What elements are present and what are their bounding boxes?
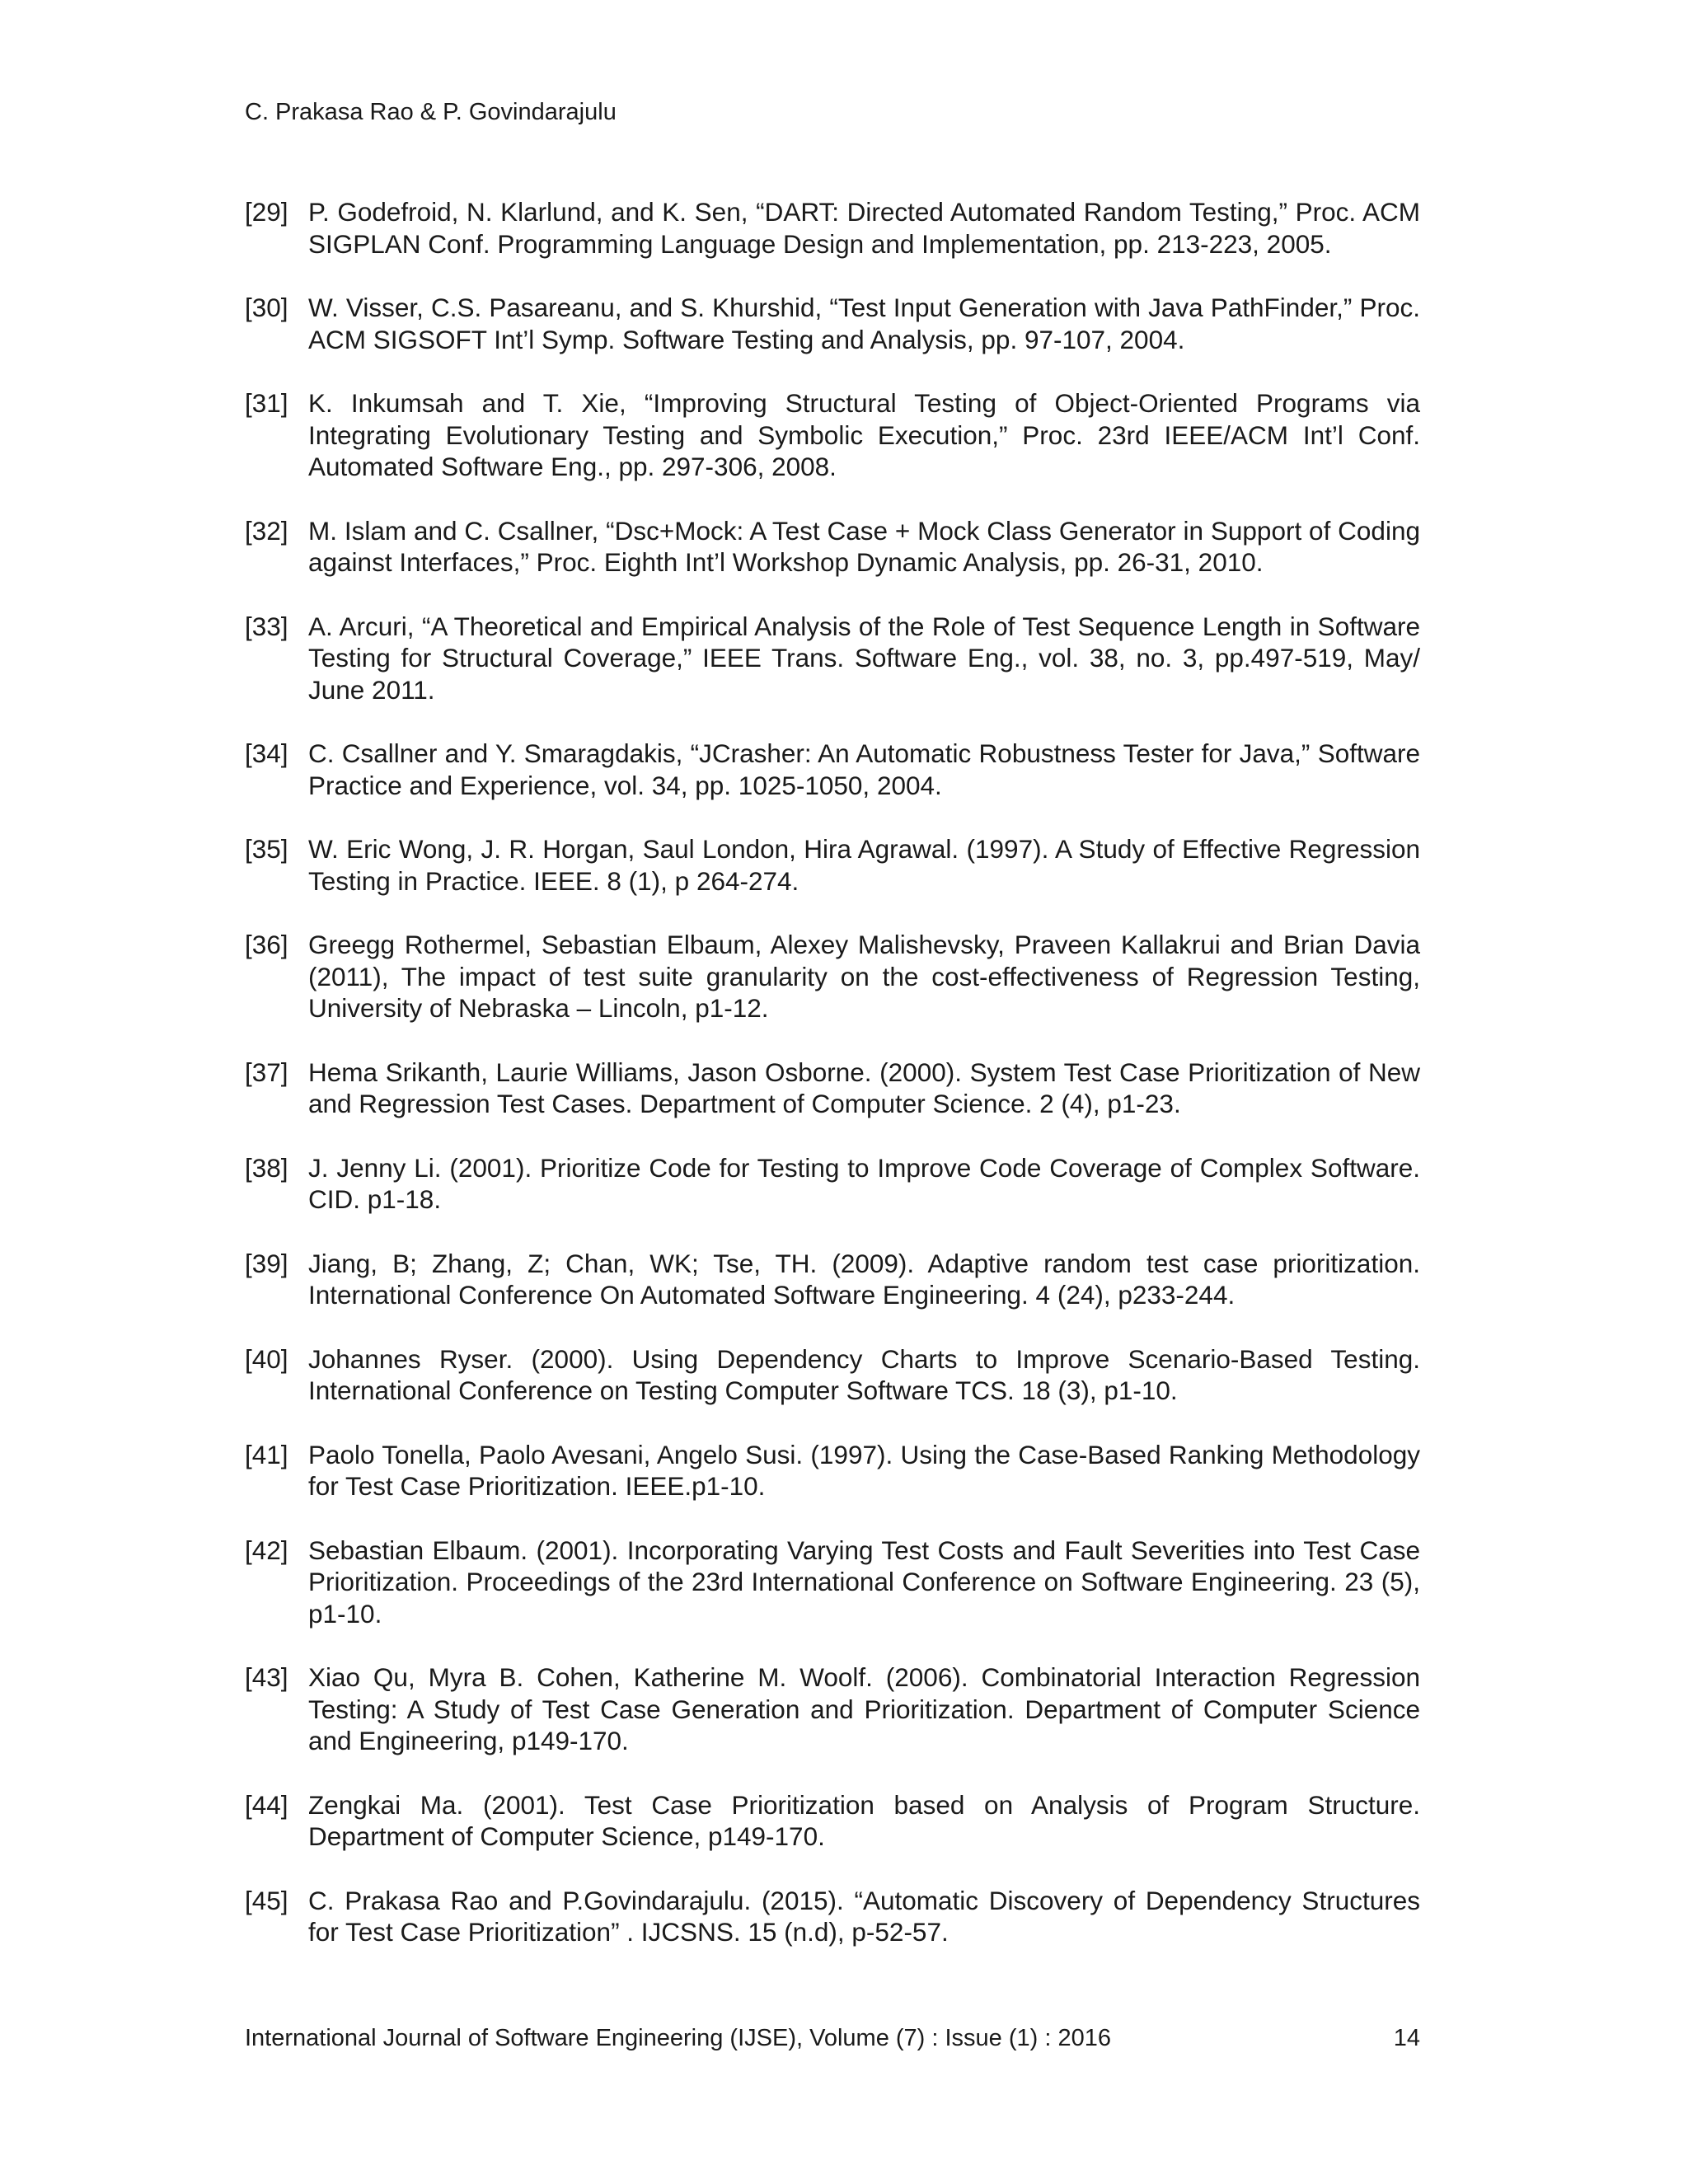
reference-number: [38] [245, 1152, 288, 1183]
reference-text: Jiang, B; Zhang, Z; Chan, WK; Tse, TH. (2009). Adaptive random test case prioritization. International Conference On Automated Software Engineering. 4 (24), p233-244. [308, 1248, 1420, 1310]
reference-number: [33] [245, 611, 288, 641]
reference-text: Xiao Qu, Myra B. Cohen, Katherine M. Woolf. (2006). Combinatorial Interaction Regression Testing: A Study of Test Case Generation and Prioritization. Department of Computer Science and Engineering, p149-170. [308, 1662, 1420, 1755]
reference-number: [41] [245, 1439, 288, 1469]
running-head-authors: C. Prakasa Rao & P. Govindarajulu [245, 99, 617, 125]
reference-number: [35] [245, 834, 288, 864]
reference-text: C. Prakasa Rao and P.Govindarajulu. (2015). “Automatic Discovery of Dependency Structures for Test Case Prioritization” . IJCSNS. 15 (n.d), p-52-57. [308, 1885, 1420, 1947]
reference-number: [31] [245, 388, 288, 418]
reference-text: Zengkai Ma. (2001). Test Case Prioritization based on Analysis of Program Structure. Department of Computer Science, p149-170. [308, 1789, 1420, 1851]
reference-item [245, 387, 1420, 483]
reference-item [245, 1343, 1420, 1407]
reference-text: J. Jenny Li. (2001). Prioritize Code for Testing to Improve Code Coverage of Complex Software. CID. p1-18. [308, 1152, 1420, 1214]
reference-text: Sebastian Elbaum. (2001). Incorporating Varying Test Costs and Fault Severities into Test Case Prioritization. Proceedings of the 23rd International Conference on Software Engineering. 23 (5), p1-10. [308, 1535, 1420, 1629]
reference-number: [32] [245, 515, 288, 546]
reference-text: C. Csallner and Y. Smaragdakis, “JCrasher: An Automatic Robustness Tester for Java,” Software Practice and Experience, vol. 34, pp. 1025-1050, 2004. [308, 738, 1420, 800]
reference-item [245, 738, 1420, 801]
reference-text: Hema Srikanth, Laurie Williams, Jason Osborne. (2000). System Test Case Prioritization of New and Regression Test Cases. Department of Computer Science. 2 (4), p1-23. [308, 1057, 1420, 1118]
reference-text: A. Arcuri, “A Theoretical and Empirical Analysis of the Role of Test Sequence Length in Software Testing for Structural Coverage,” IEEE Trans. Software Eng., vol. 38, no. 3, pp.497-519, May/ June 2011. [308, 611, 1420, 705]
reference-item [245, 833, 1420, 897]
reference-text: M. Islam and C. Csallner, “Dsc+Mock: A Test Case + Mock Class Generator in Support of Coding against Interfaces,” Proc. Eighth Int’l Workshop Dynamic Analysis, pp. 26-31, 2010. [308, 515, 1420, 577]
reference-number: [43] [245, 1662, 288, 1692]
reference-number: [36] [245, 930, 288, 959]
reference-item [245, 196, 1420, 260]
reference-text: P. Godefroid, N. Klarlund, and K. Sen, “DART: Directed Automated Random Testing,” Proc. ACM SIGPLAN Conf. Programming Language Design and Implementation, pp. 213-223, 2005. [308, 197, 1420, 259]
reference-item [245, 1152, 1420, 1216]
reference-item [245, 1885, 1420, 1948]
reference-text: Paolo Tonella, Paolo Avesani, Angelo Susi. (1997). Using the Case-Based Ranking Methodology for Test Case Prioritization. IEEE.p1-10. [308, 1439, 1420, 1501]
reference-text: Greegg Rothermel, Sebastian Elbaum, Alexey Malishevsky, Praveen Kallakrui and Brian Davia (2011), The impact of test suite granularity on the cost-effectiveness of Regression Testing, University of Nebraska – Lincoln, p1-12. [308, 930, 1420, 1023]
reference-item [245, 611, 1420, 706]
reference-item [245, 929, 1420, 1024]
reference-item [245, 1248, 1420, 1311]
reference-number: [30] [245, 293, 288, 322]
reference-number: [37] [245, 1057, 288, 1087]
reference-text: W. Eric Wong, J. R. Horgan, Saul London, Hira Agrawal. (1997). A Study of Effective Regression Testing in Practice. IEEE. 8 (1), p 264-274. [308, 834, 1420, 896]
reference-number: [44] [245, 1789, 288, 1820]
reference-item [245, 1057, 1420, 1120]
reference-number: [29] [245, 197, 288, 227]
reference-number: [39] [245, 1248, 288, 1278]
reference-item [245, 1535, 1420, 1630]
reference-text: Johannes Ryser. (2000). Using Dependency Charts to Improve Scenario-Based Testing. International Conference on Testing Computer Software TCS. 18 (3), p1-10. [308, 1343, 1420, 1405]
reference-item [245, 1661, 1420, 1757]
reference-text: K. Inkumsah and T. Xie, “Improving Structural Testing of Object-Oriented Programs via Integrating Evolutionary Testing and Symbolic Execution,” Proc. 23rd IEEE/ACM Int’l Conf. Automated Software Eng., pp. 297-306, 2008. [308, 388, 1420, 481]
reference-number: [45] [245, 1885, 288, 1915]
page-number: 14 [1393, 2025, 1420, 2051]
reference-item [245, 292, 1420, 355]
reference-number: [34] [245, 738, 288, 768]
reference-list [245, 196, 1420, 1980]
reference-number: [42] [245, 1535, 288, 1565]
reference-item [245, 515, 1420, 579]
reference-item [245, 1439, 1420, 1502]
reference-item [245, 1789, 1420, 1853]
reference-number: [40] [245, 1343, 288, 1374]
footer-journal-info: International Journal of Software Engineering (IJSE), Volume (7) : Issue (1) : 2016 [245, 2025, 1111, 2051]
reference-text: W. Visser, C.S. Pasareanu, and S. Khurshid, “Test Input Generation with Java PathFinder,” Proc. ACM SIGSOFT Int’l Symp. Software Testing and Analysis, pp. 97-107, 2004. [308, 293, 1420, 354]
